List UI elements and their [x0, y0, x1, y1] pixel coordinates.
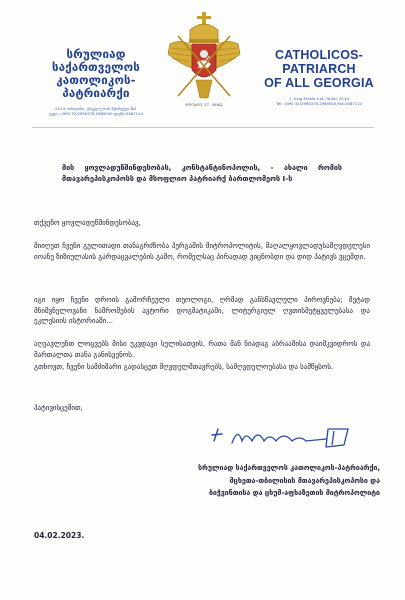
signatory-line: სრულიად საქართველოს კათოლიკოს-პატრიარქი, — [198, 464, 380, 472]
letterhead-georgian — [26, 48, 166, 116]
signatory-line: ბიჭვინთისა და ცხუმ-აფხაზეთის მიტროპოლიტი — [208, 489, 380, 497]
emblem-caption: ΘΡΟΝΟΣ ΣΤ. ΝΙΝΩ — [185, 103, 223, 107]
closing: პატივისცემით, — [34, 404, 83, 412]
paragraph-condolence: მიიღეთ ჩვენი გულითადი თანაგრძნობა პერგამის მიტროპოლიტის, მაღალყოვლადუსამღვდელესი იოანე ზიზიულასის გარდაცვალების გამო, რომელსაც პირადად ვიცნობდი და დიდ პატივს ვცემდი. — [34, 242, 370, 261]
letterhead-english — [248, 48, 390, 106]
letterhead-english-title-line1: CATHOLICOS-PATRIARCH — [274, 48, 364, 76]
letterhead-georgian-address: 0114, თბილისი, ერეკლე II-ის შესახვევი №1 — [55, 106, 137, 111]
greeting: თქვენო ყოვლადუწმინდესობავ, — [34, 219, 141, 227]
addressee: მის ყოვლადუწმინდესობას, კონსტანტინოპოლის, - ახალი რომის მთავარეპისკოპოსს და მსოფლიო პატრიარქ ბართლომეოს I-ს — [62, 163, 342, 183]
signatory-title — [150, 462, 380, 500]
letterhead-english-address: 1, King Erekle II st. Tbilisi, 0114 — [289, 96, 349, 101]
signatory-line: მცხეთა-თბილისის მთავარეპისკოპოსი და — [229, 476, 380, 485]
letterhead-divider — [32, 127, 374, 128]
letterhead-georgian-title-line1: სრულიად საქართველოს — [51, 47, 141, 74]
letterhead-english-title-line2: OF ALL GEORGIA — [264, 76, 374, 90]
letter-date: 04.02.2023. — [34, 531, 85, 540]
paragraph-prayers: აღვავლენთ ლოცვებს მისი უკვდავი სულისათვის, რათა მან ნიადაგ აბრაამისა დაიმკვიდროს და მართალთა თანა განისვენოს. — [34, 340, 370, 359]
letterhead-georgian-title-line2: კათოლიკოს-პატრიარქი — [56, 73, 136, 100]
paragraph-tribute: იგი იყო ჩვენი დროის გამორჩეული თეოლოგი, ღრმად განსწავლული პიროვნება; მეტად მნიშვნელოვანი ნაშრომების ავტორი დოგმატიკაში, ლიტურგიულ ღვთისმეტყველებასა და ეკლესიის ისტორიაში... — [34, 296, 370, 325]
letterhead-georgian-phone: ტელ.: (995 32)2990378,2989540 ფაქსი:2987114 — [49, 111, 143, 116]
paragraph-request: გთხოვთ, ჩვენი სამძიმარი გადასცეთ მღვდელმთავრებს, სამღვდელოებასა და სამწყსოს. — [34, 363, 334, 371]
letterhead-english-phone: Tel.: (995 32)2990378,2989540,Fax:2987114 — [276, 101, 362, 106]
patriarchal-emblem-icon — [162, 10, 246, 110]
handwritten-signature — [208, 423, 356, 451]
